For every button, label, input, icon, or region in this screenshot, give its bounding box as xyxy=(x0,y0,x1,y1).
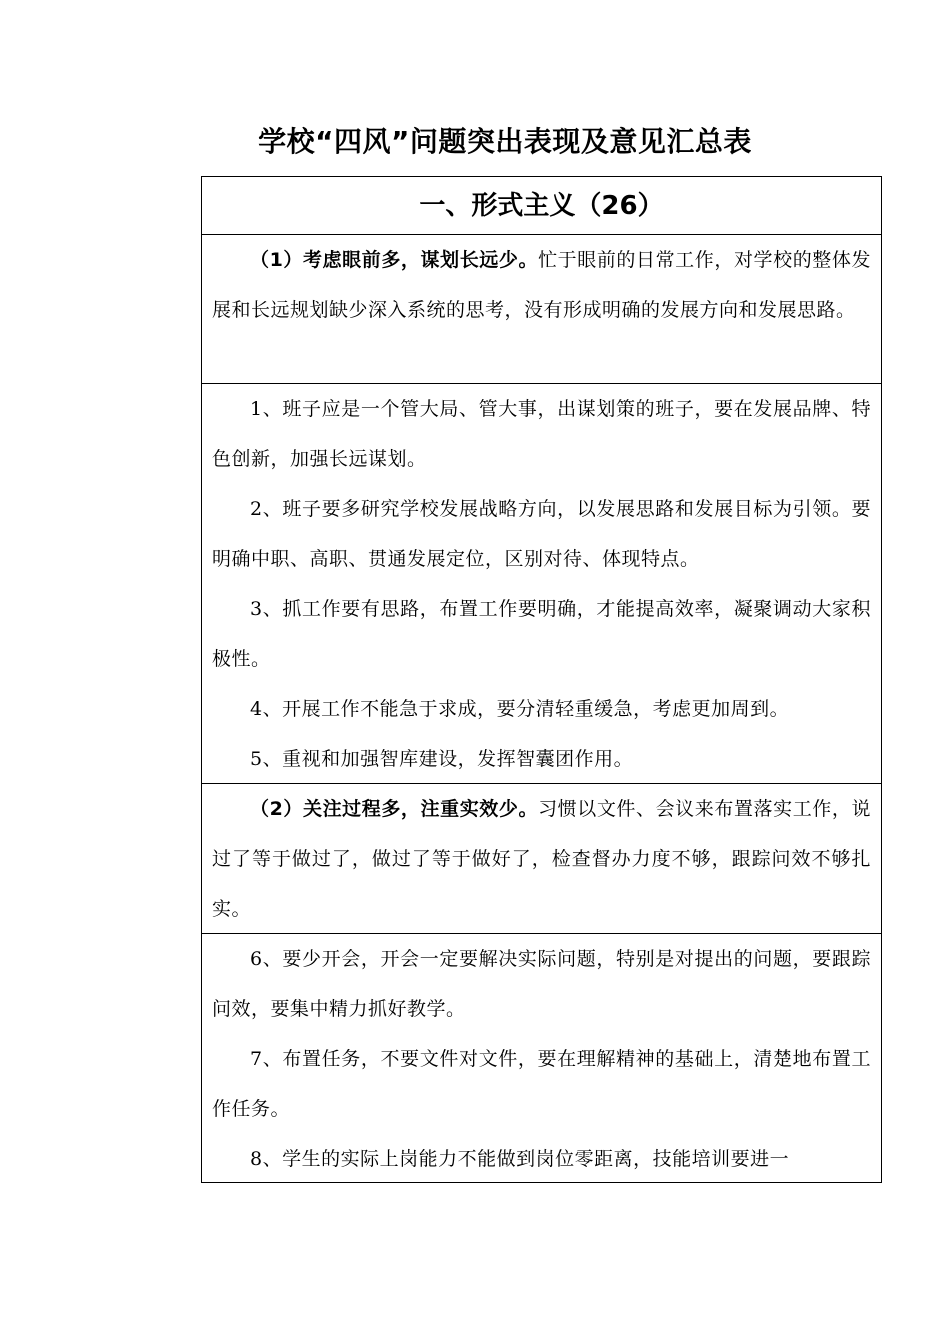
opinion-item: 1、班子应是一个管大局、管大事，出谋划策的班子，要在发展品牌、特色创新，加强长远谋划。 xyxy=(212,398,871,470)
opinion-item: 4、开展工作不能急于求成，要分清轻重缓急，考虑更加周到。 xyxy=(250,698,790,720)
opinion-row-1 xyxy=(202,384,881,784)
problem-text: 习惯以文件、会议来布置落实工作，说过了等于做过了，做过了等于做好了，检查督办力度不够，跟踪问效不够扎实。 xyxy=(212,798,871,920)
opinion-item: 8、学生的实际上岗能力不能做到岗位零距离，技能培训要进一 xyxy=(250,1148,790,1170)
opinion-item: 5、重视和加强智库建设，发挥智囊团作用。 xyxy=(250,748,634,770)
problem-lead: （2）关注过程多，注重实效少。 xyxy=(250,798,539,820)
section-heading: 一、形式主义（26） xyxy=(202,177,881,235)
problem-row-2 xyxy=(202,784,881,934)
problem-lead: （1）考虑眼前多，谋划长远少。 xyxy=(250,249,539,271)
opinion-item: 7、布置任务，不要文件对文件，要在理解精神的基础上，清楚地布置工作任务。 xyxy=(212,1048,871,1120)
problem-paragraph xyxy=(212,784,871,934)
document-title: 学校“四风”问题突出表现及意见汇总表 xyxy=(258,125,752,158)
problem-paragraph xyxy=(212,235,871,335)
problem-row-1 xyxy=(202,235,881,384)
opinion-item: 6、要少开会，开会一定要解决实际问题，特别是对提出的问题，要跟踪问效，要集中精力抓好教学。 xyxy=(212,948,871,1020)
summary-table xyxy=(201,176,882,1183)
problem-text: 忙于眼前的日常工作，对学校的整体发展和长远规划缺少深入系统的思考，没有形成明确的发展方向和发展思路。 xyxy=(212,249,871,321)
opinion-row-2 xyxy=(202,934,881,1184)
opinion-item: 2、班子要多研究学校发展战略方向，以发展思路和发展目标为引领。要明确中职、高职、贯通发展定位，区别对待、体现特点。 xyxy=(212,498,871,570)
opinion-item: 3、抓工作要有思路，布置工作要明确，才能提高效率，凝聚调动大家积极性。 xyxy=(212,598,871,670)
